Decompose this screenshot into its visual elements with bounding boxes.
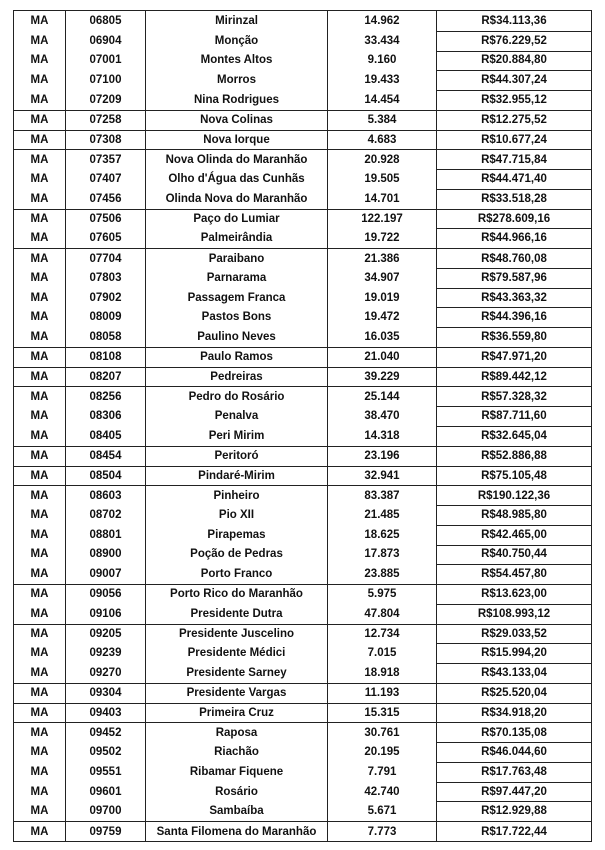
table-row — [14, 821, 591, 841]
municipality-cell: Porto Franco — [200, 568, 273, 581]
municipality-cell: Palmeirândia — [200, 232, 273, 245]
municipality-cell: Sambaíba — [209, 805, 264, 818]
population-cell: 39.229 — [364, 371, 400, 384]
state-cell: MA — [30, 647, 49, 660]
municipality-cell: Pastos Bons — [201, 311, 272, 324]
state-cell: MA — [30, 429, 49, 442]
code-cell: 09106 — [89, 607, 122, 620]
table-row — [14, 189, 591, 209]
code-cell: 09700 — [89, 805, 122, 818]
amount-cell: R$29.033,52 — [481, 627, 547, 640]
code-cell: 08108 — [89, 351, 122, 364]
population-cell: 11.193 — [364, 687, 400, 700]
state-cell: MA — [30, 212, 49, 225]
population-cell: 18.625 — [364, 528, 400, 541]
table-row — [14, 149, 591, 169]
population-cell: 122.197 — [361, 212, 403, 225]
population-cell: 17.873 — [364, 548, 400, 561]
state-cell: MA — [30, 825, 49, 838]
table-row — [14, 169, 591, 189]
state-cell: MA — [30, 331, 49, 344]
code-cell: 09205 — [89, 627, 122, 640]
municipality-cell: Riachão — [214, 746, 259, 759]
code-cell: 07001 — [89, 54, 122, 67]
municipality-cell: Pedreiras — [210, 371, 263, 384]
code-cell: 09403 — [89, 707, 122, 720]
table-row — [14, 742, 591, 762]
municipality-cell: Primeira Cruz — [199, 707, 274, 720]
table-row — [14, 584, 591, 604]
population-cell: 25.144 — [364, 390, 400, 403]
population-cell: 42.740 — [364, 785, 400, 798]
population-cell: 5.975 — [367, 588, 397, 601]
table-row — [14, 90, 591, 110]
state-cell: MA — [30, 93, 49, 106]
population-cell: 15.315 — [364, 707, 400, 720]
population-cell: 14.454 — [364, 93, 400, 106]
state-cell: MA — [30, 687, 49, 700]
state-cell: MA — [30, 371, 49, 384]
amount-cell: R$108.993,12 — [477, 607, 551, 620]
table-row — [14, 663, 591, 683]
population-cell: 20.195 — [364, 746, 400, 759]
code-cell: 06904 — [89, 34, 122, 47]
code-cell: 08058 — [89, 331, 122, 344]
state-cell: MA — [30, 54, 49, 67]
table-row — [14, 703, 591, 723]
amount-cell: R$48.760,08 — [481, 252, 547, 265]
state-cell: MA — [30, 528, 49, 541]
code-cell: 09304 — [89, 687, 122, 700]
amount-cell: R$278.609,16 — [477, 212, 551, 225]
municipality-cell: Porto Rico do Maranhão — [170, 588, 303, 601]
table-row — [14, 604, 591, 624]
code-cell: 07902 — [89, 291, 122, 304]
amount-cell: R$17.722,44 — [481, 825, 547, 838]
state-cell: MA — [30, 805, 49, 818]
amount-cell: R$48.985,80 — [481, 508, 547, 521]
amount-cell: R$54.457,80 — [481, 568, 547, 581]
code-cell: 07456 — [89, 192, 122, 205]
amount-cell: R$44.307,24 — [481, 74, 547, 87]
table-row — [14, 683, 591, 703]
state-cell: MA — [30, 172, 49, 185]
state-cell: MA — [30, 450, 49, 463]
amount-cell: R$33.518,28 — [481, 192, 547, 205]
municipality-cell: Paulo Ramos — [200, 351, 273, 364]
amount-cell: R$43.363,32 — [481, 291, 547, 304]
amount-cell: R$10.677,24 — [481, 133, 547, 146]
state-cell: MA — [30, 746, 49, 759]
amount-cell: R$44.471,40 — [481, 172, 547, 185]
table-row — [14, 110, 591, 130]
state-cell: MA — [30, 785, 49, 798]
amount-cell: R$20.884,80 — [481, 54, 547, 67]
population-cell: 19.433 — [364, 74, 400, 87]
population-cell: 7.791 — [367, 765, 397, 778]
code-cell: 07357 — [89, 153, 122, 166]
amount-cell: R$32.645,04 — [481, 429, 547, 442]
population-cell: 5.671 — [367, 805, 397, 818]
population-cell: 32.941 — [364, 469, 400, 482]
code-cell: 09239 — [89, 647, 122, 660]
municipality-cell: Pinheiro — [213, 489, 260, 502]
municipality-cell: Presidente Sarney — [186, 667, 287, 680]
code-cell: 07506 — [89, 212, 122, 225]
amount-cell: R$87.711,60 — [481, 410, 547, 423]
code-cell: 08900 — [89, 548, 122, 561]
amount-cell: R$47.715,84 — [481, 153, 547, 166]
code-cell: 09056 — [89, 588, 122, 601]
state-cell: MA — [30, 114, 49, 127]
municipality-cell: Nova Olinda do Maranhão — [165, 153, 308, 166]
code-cell: 07704 — [89, 252, 122, 265]
state-cell: MA — [30, 271, 49, 284]
code-cell: 07605 — [89, 232, 122, 245]
state-cell: MA — [30, 153, 49, 166]
state-cell: MA — [30, 14, 49, 27]
code-cell: 08702 — [89, 508, 122, 521]
code-cell: 06805 — [89, 14, 122, 27]
population-cell: 33.434 — [364, 34, 400, 47]
code-cell: 07100 — [89, 74, 122, 87]
municipality-cell: Presidente Vargas — [186, 687, 287, 700]
municipality-cell: Raposa — [215, 726, 258, 739]
code-cell: 07209 — [89, 93, 122, 106]
state-cell: MA — [30, 607, 49, 620]
population-cell: 30.761 — [364, 726, 400, 739]
code-cell: 07803 — [89, 271, 122, 284]
amount-cell: R$190.122,36 — [477, 489, 551, 502]
municipality-cell: Presidente Médici — [187, 647, 286, 660]
table-row — [14, 209, 591, 229]
table-row — [14, 327, 591, 347]
amount-cell: R$32.955,12 — [481, 93, 547, 106]
state-cell: MA — [30, 568, 49, 581]
population-cell: 14.701 — [364, 192, 400, 205]
code-cell: 08207 — [89, 371, 122, 384]
code-cell: 09270 — [89, 667, 122, 680]
municipality-cell: Poção de Pedras — [190, 548, 283, 561]
state-cell: MA — [30, 351, 49, 364]
municipality-cell: Montes Altos — [200, 54, 273, 67]
amount-cell: R$15.994,20 — [481, 647, 547, 660]
table-row — [14, 762, 591, 782]
population-cell: 23.885 — [364, 568, 400, 581]
table-row — [14, 406, 591, 426]
table-row — [14, 466, 591, 486]
table-row — [14, 801, 591, 821]
amount-cell: R$79.587,96 — [481, 271, 547, 284]
table-row — [14, 624, 591, 644]
table-row — [14, 564, 591, 584]
code-cell: 08603 — [89, 489, 122, 502]
code-cell: 08306 — [89, 410, 122, 423]
state-cell: MA — [30, 588, 49, 601]
state-cell: MA — [30, 311, 49, 324]
municipality-cell: Peri Mirim — [208, 429, 265, 442]
table-row — [14, 545, 591, 565]
municipality-cell: Pedro do Rosário — [188, 390, 285, 403]
code-cell: 08009 — [89, 311, 122, 324]
amount-cell: R$42.465,00 — [481, 528, 547, 541]
table-row — [14, 782, 591, 802]
population-cell: 23.196 — [364, 450, 400, 463]
municipality-cell: Nina Rodrigues — [194, 93, 279, 106]
code-cell: 08801 — [89, 528, 122, 541]
amount-cell: R$44.966,16 — [481, 232, 547, 245]
amount-cell: R$89.442,12 — [481, 371, 547, 384]
code-cell: 08405 — [89, 429, 122, 442]
state-cell: MA — [30, 469, 49, 482]
state-cell: MA — [30, 765, 49, 778]
code-cell: 08454 — [89, 450, 122, 463]
municipality-cell: Presidente Juscelino — [178, 627, 295, 640]
municipality-cell: Passagem Franca — [187, 291, 286, 304]
municipality-cell: Ribamar Fiquene — [189, 765, 284, 778]
table-row — [14, 426, 591, 446]
amount-cell: R$17.763,48 — [481, 765, 547, 778]
table-row — [14, 51, 591, 71]
amount-cell: R$70.135,08 — [481, 726, 547, 739]
table-row — [14, 11, 591, 31]
municipality-cell: Mirinzal — [215, 14, 258, 27]
state-cell: MA — [30, 410, 49, 423]
state-cell: MA — [30, 667, 49, 680]
amount-cell: R$47.971,20 — [481, 351, 547, 364]
population-cell: 14.318 — [364, 429, 400, 442]
population-cell: 38.470 — [364, 410, 400, 423]
municipality-cell: Morros — [217, 74, 256, 87]
table-row — [14, 722, 591, 742]
municipality-cell: Olho d'Água das Cunhãs — [168, 172, 305, 185]
state-cell: MA — [30, 726, 49, 739]
population-cell: 34.907 — [364, 271, 400, 284]
amount-cell: R$34.918,20 — [481, 707, 547, 720]
amount-cell: R$52.886,88 — [481, 450, 547, 463]
table-row — [14, 525, 591, 545]
municipality-cell: Penalva — [214, 410, 259, 423]
population-cell: 5.384 — [367, 114, 397, 127]
municipality-cell: Paulino Neves — [197, 331, 276, 344]
population-cell: 9.160 — [367, 54, 397, 67]
amount-cell: R$44.396,16 — [481, 311, 547, 324]
amount-cell: R$43.133,04 — [481, 667, 547, 680]
municipality-cell: Peritoró — [214, 450, 259, 463]
state-cell: MA — [30, 390, 49, 403]
amount-cell: R$12.275,52 — [481, 114, 547, 127]
state-cell: MA — [30, 74, 49, 87]
population-cell: 7.773 — [367, 825, 397, 838]
population-cell: 12.734 — [364, 627, 400, 640]
code-cell: 09551 — [89, 765, 122, 778]
table-row — [14, 386, 591, 406]
table-row — [14, 248, 591, 268]
state-cell: MA — [30, 489, 49, 502]
amount-cell: R$75.105,48 — [481, 469, 547, 482]
amount-cell: R$36.559,80 — [481, 331, 547, 344]
table-row — [14, 70, 591, 90]
population-cell: 21.485 — [364, 508, 400, 521]
table-row — [14, 505, 591, 525]
table-row — [14, 228, 591, 248]
state-cell: MA — [30, 627, 49, 640]
population-cell: 19.019 — [364, 291, 400, 304]
state-cell: MA — [30, 133, 49, 146]
municipality-cell: Paraibano — [208, 252, 265, 265]
amount-cell: R$34.113,36 — [481, 14, 547, 27]
table-row — [14, 307, 591, 327]
amount-cell: R$57.328,32 — [481, 390, 547, 403]
amount-cell: R$40.750,44 — [481, 548, 547, 561]
population-cell: 7.015 — [367, 647, 397, 660]
state-cell: MA — [30, 707, 49, 720]
population-cell: 83.387 — [364, 489, 400, 502]
municipality-cell: Santa Filomena do Maranhão — [156, 825, 317, 838]
population-cell: 16.035 — [364, 331, 400, 344]
state-cell: MA — [30, 508, 49, 521]
state-cell: MA — [30, 548, 49, 561]
code-cell: 07407 — [89, 172, 122, 185]
population-cell: 14.962 — [364, 14, 400, 27]
municipality-table — [13, 10, 592, 842]
state-cell: MA — [30, 192, 49, 205]
population-cell: 19.472 — [364, 311, 400, 324]
municipality-cell: Paço do Lumiar — [193, 212, 280, 225]
amount-cell: R$76.229,52 — [481, 34, 547, 47]
municipality-cell: Monção — [214, 34, 259, 47]
table-row — [14, 367, 591, 387]
state-cell: MA — [30, 34, 49, 47]
table-row — [14, 130, 591, 150]
code-cell: 07258 — [89, 114, 122, 127]
amount-cell: R$13.623,00 — [481, 588, 547, 601]
table-row — [14, 446, 591, 466]
code-cell: 09601 — [89, 785, 122, 798]
population-cell: 18.918 — [364, 667, 400, 680]
table-row — [14, 485, 591, 505]
state-cell: MA — [30, 252, 49, 265]
municipality-cell: Pirapemas — [207, 528, 266, 541]
code-cell: 08504 — [89, 469, 122, 482]
amount-cell: R$97.447,20 — [481, 785, 547, 798]
table-row — [14, 643, 591, 663]
code-cell: 09452 — [89, 726, 122, 739]
code-cell: 09759 — [89, 825, 122, 838]
table-row — [14, 347, 591, 367]
municipality-cell: Nova Colinas — [200, 114, 273, 127]
code-cell: 07308 — [89, 133, 122, 146]
population-cell: 19.722 — [364, 232, 400, 245]
table-row — [14, 288, 591, 308]
amount-cell: R$12.929,88 — [481, 805, 547, 818]
state-cell: MA — [30, 232, 49, 245]
amount-cell: R$25.520,04 — [481, 687, 547, 700]
population-cell: 47.804 — [364, 607, 400, 620]
municipality-cell: Pio XII — [218, 508, 255, 521]
population-cell: 21.386 — [364, 252, 400, 265]
population-cell: 21.040 — [364, 351, 400, 364]
table-row — [14, 268, 591, 288]
population-cell: 20.928 — [364, 153, 400, 166]
municipality-cell: Parnarama — [206, 271, 267, 284]
code-cell: 09007 — [89, 568, 122, 581]
municipality-cell: Olinda Nova do Maranhão — [165, 192, 308, 205]
municipality-cell: Nova Iorque — [203, 133, 270, 146]
state-cell: MA — [30, 291, 49, 304]
population-cell: 4.683 — [367, 133, 397, 146]
municipality-cell: Pindaré-Mirim — [198, 469, 275, 482]
municipality-cell: Presidente Dutra — [190, 607, 283, 620]
code-cell: 09502 — [89, 746, 122, 759]
amount-cell: R$46.044,60 — [481, 746, 547, 759]
code-cell: 08256 — [89, 390, 122, 403]
population-cell: 19.505 — [364, 172, 400, 185]
table-row — [14, 31, 591, 51]
municipality-cell: Rosário — [215, 785, 258, 798]
